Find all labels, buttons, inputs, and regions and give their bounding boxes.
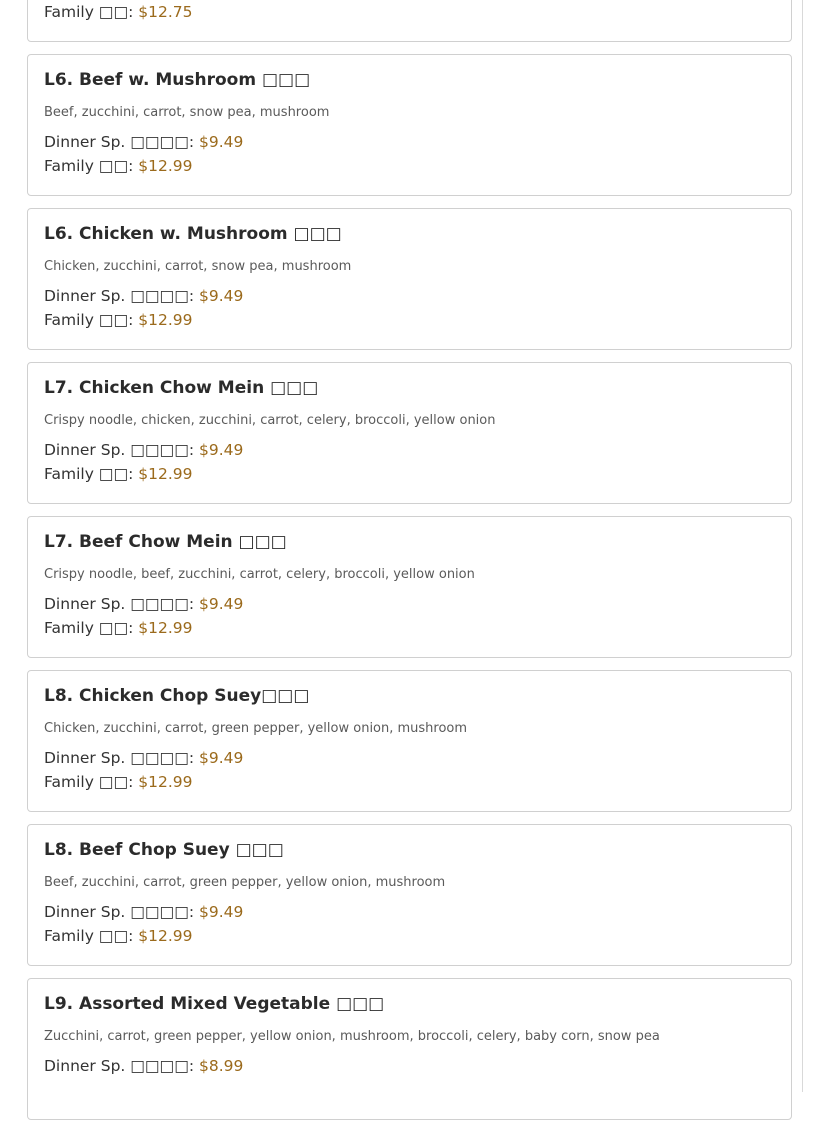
menu-item-description: Crispy noodle, beef, zucchini, carrot, celery, broccoli, yellow onion: [44, 567, 475, 582]
dinner-special-price-row: [44, 749, 243, 767]
menu-item-card[interactable]: [27, 978, 792, 1120]
dinner-special-price: $9.49: [199, 133, 244, 151]
family-label: Family □□:: [44, 3, 134, 21]
dinner-special-price-row: [44, 1057, 243, 1075]
family-price: $12.99: [138, 465, 193, 483]
family-price-row: [44, 773, 193, 791]
menu-item-list: [27, 0, 792, 1132]
dinner-special-price-row: [44, 903, 243, 921]
dinner-special-price-row: [44, 595, 243, 613]
dinner-special-price: $9.49: [199, 287, 244, 305]
family-price-row: [44, 311, 193, 329]
menu-item-card[interactable]: [27, 362, 792, 504]
family-price: $12.99: [138, 773, 193, 791]
menu-item-title: L8. Chicken Chop Suey□□□: [44, 686, 310, 706]
menu-item-description: Zucchini, carrot, green pepper, yellow onion, mushroom, broccoli, celery, baby corn, snow pea: [44, 1029, 660, 1044]
dinner-special-price: $8.99: [199, 1057, 244, 1075]
family-price: $12.99: [138, 157, 193, 175]
menu-item-card[interactable]: [27, 208, 792, 350]
family-label: Family □□:: [44, 619, 134, 637]
menu-item-card[interactable]: [27, 516, 792, 658]
family-price: $12.75: [138, 3, 193, 21]
dinner-special-price: $9.49: [199, 749, 244, 767]
dinner-special-label: Dinner Sp. □□□□:: [44, 903, 195, 921]
family-price-row: [44, 927, 193, 945]
menu-item-card[interactable]: [27, 670, 792, 812]
menu-item-card[interactable]: [27, 824, 792, 966]
dinner-special-price: $9.49: [199, 595, 244, 613]
menu-item-description: Crispy noodle, chicken, zucchini, carrot, celery, broccoli, yellow onion: [44, 413, 496, 428]
family-price: $12.99: [138, 619, 193, 637]
dinner-special-label: Dinner Sp. □□□□:: [44, 287, 195, 305]
menu-item-title: L7. Chicken Chow Mein □□□: [44, 378, 319, 398]
family-label: Family □□:: [44, 773, 134, 791]
menu-item-title: L8. Beef Chop Suey □□□: [44, 840, 284, 860]
dinner-special-label: Dinner Sp. □□□□:: [44, 133, 195, 151]
family-label: Family □□:: [44, 311, 134, 329]
menu-item-card[interactable]: [27, 0, 792, 42]
family-label: Family □□:: [44, 927, 134, 945]
menu-item-card[interactable]: [27, 54, 792, 196]
menu-item-title: L7. Beef Chow Mein □□□: [44, 532, 287, 552]
dinner-special-label: Dinner Sp. □□□□:: [44, 749, 195, 767]
family-price-row: [44, 465, 193, 483]
menu-item-description: Beef, zucchini, carrot, green pepper, yellow onion, mushroom: [44, 875, 446, 890]
dinner-special-label: Dinner Sp. □□□□:: [44, 441, 195, 459]
menu-item-description: Chicken, zucchini, carrot, snow pea, mushroom: [44, 259, 352, 274]
menu-item-title: L9. Assorted Mixed Vegetable □□□: [44, 994, 385, 1014]
family-price-row: [44, 3, 193, 21]
family-price-row: [44, 619, 193, 637]
page-edge-divider: [802, 0, 803, 1092]
menu-item-title: L6. Beef w. Mushroom □□□: [44, 70, 311, 90]
dinner-special-price: $9.49: [199, 441, 244, 459]
dinner-special-price-row: [44, 133, 243, 151]
menu-item-description: Beef, zucchini, carrot, snow pea, mushroom: [44, 105, 330, 120]
family-label: Family □□:: [44, 157, 134, 175]
dinner-special-price-row: [44, 287, 243, 305]
family-price-row: [44, 157, 193, 175]
family-price: $12.99: [138, 311, 193, 329]
family-label: Family □□:: [44, 465, 134, 483]
menu-item-title: L6. Chicken w. Mushroom □□□: [44, 224, 342, 244]
dinner-special-label: Dinner Sp. □□□□:: [44, 595, 195, 613]
family-price: $12.99: [138, 927, 193, 945]
menu-item-description: Chicken, zucchini, carrot, green pepper, yellow onion, mushroom: [44, 721, 468, 736]
dinner-special-price-row: [44, 441, 243, 459]
dinner-special-label: Dinner Sp. □□□□:: [44, 1057, 195, 1075]
dinner-special-price: $9.49: [199, 903, 244, 921]
